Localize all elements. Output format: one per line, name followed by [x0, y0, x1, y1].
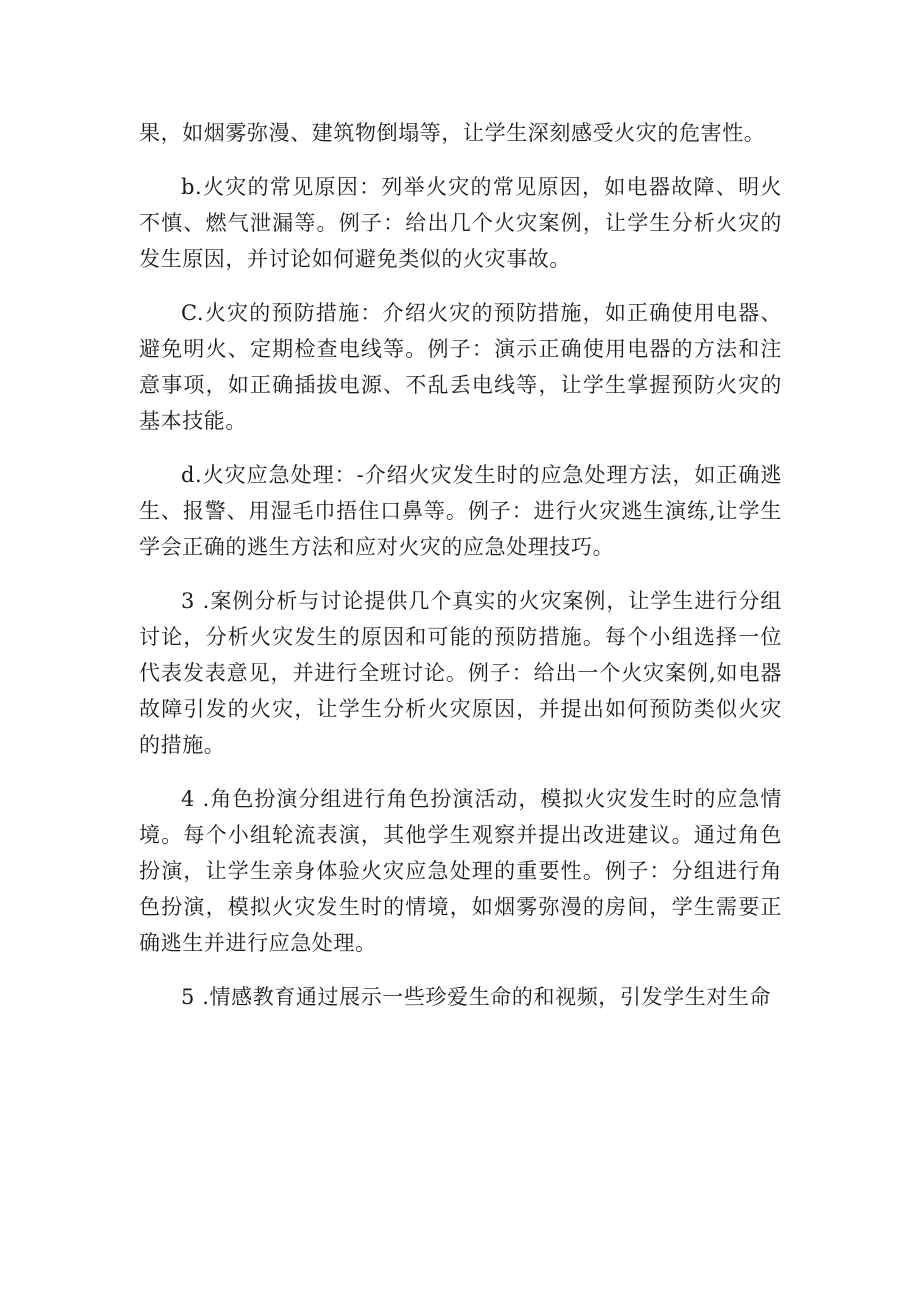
paragraph-case-analysis: 3 .案例分析与讨论提供几个真实的火灾案例，让学生进行分组讨论，分析火灾发生的原因和可能的预防措施。每个小组选择一位代表发表意见，并进行全班讨论。例子：给出一个火灾案例,如电器故障引发的火灾，让学生分析火灾原因，并提出如何预防类似火灾的措施。 [139, 589, 782, 757]
paragraph-role-play: 4 .角色扮演分组进行角色扮演活动，模拟火灾发生时的应急情境。每个小组轮流表演，其他学生观察并提出改进建议。通过角色扮演，让学生亲身体验火灾应急处理的重要性。例子：分组进行角色扮演，模拟火灾发生时的情境，如烟雾弥漫的房间，学生需要正确逃生并进行应急处理。 [139, 787, 782, 955]
paragraph-emotional-education: 5 .情感教育通过展示一些珍爱生命的和视频，引发学生对生命 [181, 985, 772, 1009]
paragraph-continuation: 果，如烟雾弥漫、建筑物倒塌等，让学生深刻感受火灾的危害性。 [139, 121, 766, 145]
paragraph-fire-prevention: C.火灾的预防措施：介绍火灾的预防措施，如正确使用电器、避免明火、定期检查电线等。例子：演示正确使用电器的方法和注意事项，如正确插拔电源、不乱丢电线等，让学生掌握预防火灾的基本技能。 [139, 301, 782, 433]
paragraph-fire-causes: b.火灾的常见原因：列举火灾的常见原因，如电器故障、明火不慎、燃气泄漏等。例子：给出几个火灾案例，让学生分析火灾的发生原因，并讨论如何避免类似的火灾事故。 [139, 175, 782, 271]
document-body [139, 115, 782, 1033]
paragraph-fire-emergency: d.火灾应急处理：-介绍火灾发生时的应急处理方法，如正确逃生、报警、用湿毛巾捂住口鼻等。例子：进行火灾逃生演练,让学生学会正确的逃生方法和应对火灾的应急处理技巧。 [139, 463, 782, 559]
